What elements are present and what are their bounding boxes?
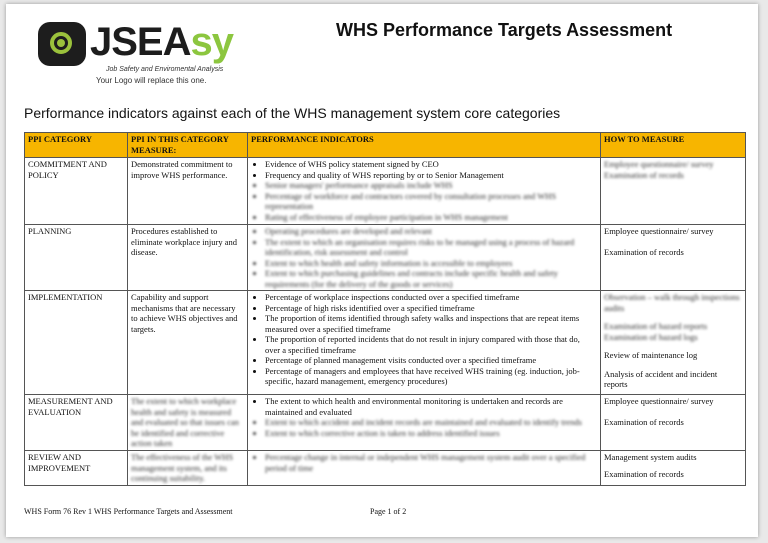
row-indicators: [248, 395, 601, 451]
row-how-to-measure: [601, 291, 746, 395]
footer-form-reference: WHS Form 76 Rev 1 WHS Performance Targets and Assessment: [24, 507, 233, 516]
ppi-table: [24, 132, 746, 486]
measure-method: Review of maintenance log: [604, 350, 698, 360]
logo-placeholder-note: Your Logo will replace this one.: [96, 76, 207, 85]
indicator-item: • Percentage of workplace inspections conducted over a specified timeframe: [265, 292, 597, 303]
indicator-item: • Percentage of high risks identified over a specified timeframe: [265, 303, 597, 314]
indicator-item: • Extent to which corrective action is taken to address identified issues: [265, 428, 597, 439]
row-how-to-measure: [601, 451, 746, 486]
row-category: MEASUREMENT AND EVALUATION: [25, 395, 128, 451]
document-title: WHS Performance Targets Assessment: [336, 20, 673, 40]
logo-tagline: Job Safety and Enviromental Analysis: [106, 66, 224, 73]
table-row: [25, 451, 746, 486]
header-ppi-category: PPI CATEGORY: [25, 133, 128, 158]
row-measure: The effectiveness of the WHS management system, and its continuing suitability.: [128, 451, 248, 486]
row-category: IMPLEMENTATION: [25, 291, 128, 395]
indicator-item: • Percentage of managers and employees that have received WHS training (eg. induction, job-specific, hazard management, emergency procedures): [265, 366, 597, 387]
measure-method: Examination of records: [604, 416, 684, 427]
footer-page-number: Page 1 of 2: [370, 507, 407, 516]
row-how-to-measure: [601, 158, 746, 225]
indicator-item: • The proportion of reported incidents that do not result in injury compared with those that do, over a specified timeframe: [265, 334, 597, 355]
logo-mark-icon: [38, 22, 86, 66]
indicator-item: • Extent to which purchasing guidelines and contracts include specific health and safety requirements (for the delivery of the goods or services): [265, 268, 597, 289]
indicator-item: • Percentage of planned management visits conducted over a specified timeframe: [265, 355, 597, 366]
indicator-item: • Extent to which accident and incident records are maintained and evaluated to identify trends: [265, 417, 597, 428]
measure-method: Analysis of accident and incident reports: [604, 368, 718, 389]
row-category: PLANNING: [25, 225, 128, 291]
row-category: REVIEW AND IMPROVEMENT: [25, 451, 128, 486]
section-heading: Performance indicators against each of the WHS management system core categories: [24, 105, 561, 121]
measure-method: Examination of records: [604, 246, 684, 257]
row-measure: Demonstrated commitment to improve WHS performance.: [128, 158, 248, 225]
table-row: [25, 395, 746, 451]
row-measure: Procedures established to eliminate workplace injury and disease.: [128, 225, 248, 291]
measure-method: Examination of hazard logs: [604, 331, 698, 342]
row-indicators: [248, 291, 601, 395]
table-row: [25, 225, 746, 291]
indicator-item: • Percentage of workforce and contractors covered by consultation processes and WHS representation: [265, 191, 597, 212]
row-how-to-measure: [601, 225, 746, 291]
header-how-to-measure: HOW TO MEASURE: [601, 133, 746, 158]
measure-method: Employee questionnaire/ survey: [604, 396, 714, 406]
indicator-item: • Frequency and quality of WHS reporting by or to Senior Management: [265, 170, 597, 181]
document-page: [6, 4, 758, 537]
logo-wordmark: JSEAsy: [90, 20, 233, 64]
measure-method: Management system audits: [604, 452, 697, 462]
indicator-item: • Rating of effectiveness of employee participation in WHS management: [265, 212, 597, 223]
measure-method: Examination of records: [604, 468, 684, 479]
measure-method: Employee questionnaire/ survey: [604, 159, 714, 169]
indicator-item: • Senior managers' performance appraisals include WHS: [265, 180, 597, 191]
row-indicators: [248, 451, 601, 486]
indicator-item: • Extent to which health and safety information is accessible to employees: [265, 258, 597, 269]
row-category: COMMITMENT AND POLICY: [25, 158, 128, 225]
table-row: [25, 158, 746, 225]
company-logo: [28, 16, 248, 88]
row-indicators: [248, 158, 601, 225]
row-indicators: [248, 225, 601, 291]
indicator-item: • Percentage change in internal or independent WHS management system audit over a specified period of time: [265, 452, 597, 473]
indicator-item: • Operating procedures are developed and relevant: [265, 226, 597, 237]
row-measure: The extent to which workplace health and safety is measured and evaluated so that issues can be identified and corrective action taken: [128, 395, 248, 451]
measure-method: Examination of hazard reports: [604, 321, 708, 331]
indicator-item: • The extent to which health and environmental monitoring is undertaken and records are maintained and evaluated: [265, 396, 597, 417]
header-performance-indicators: PERFORMANCE INDICATORS: [248, 133, 601, 158]
indicator-item: • The proportion of items identified through safety walks and inspections that are repeat items measured over a specified timeframe: [265, 313, 597, 334]
measure-method: Observation – walk through inspections audits: [604, 292, 740, 313]
table-header-row: [25, 133, 746, 158]
indicator-item: • The extent to which an organisation requires risks to be managed using a process of hazard identification, risk assessment and control: [265, 237, 597, 258]
row-measure: Capability and support mechanisms that are necessary to achieve WHS objectives and targets.: [128, 291, 248, 395]
measure-method: Employee questionnaire/ survey: [604, 226, 714, 236]
header-ppi-measure: PPI IN THIS CATEGORY MEASURE:: [128, 133, 248, 158]
row-how-to-measure: [601, 395, 746, 451]
indicator-item: • Evidence of WHS policy statement signed by CEO: [265, 159, 597, 170]
table-row: [25, 291, 746, 395]
measure-method: Examination of records: [604, 169, 684, 180]
